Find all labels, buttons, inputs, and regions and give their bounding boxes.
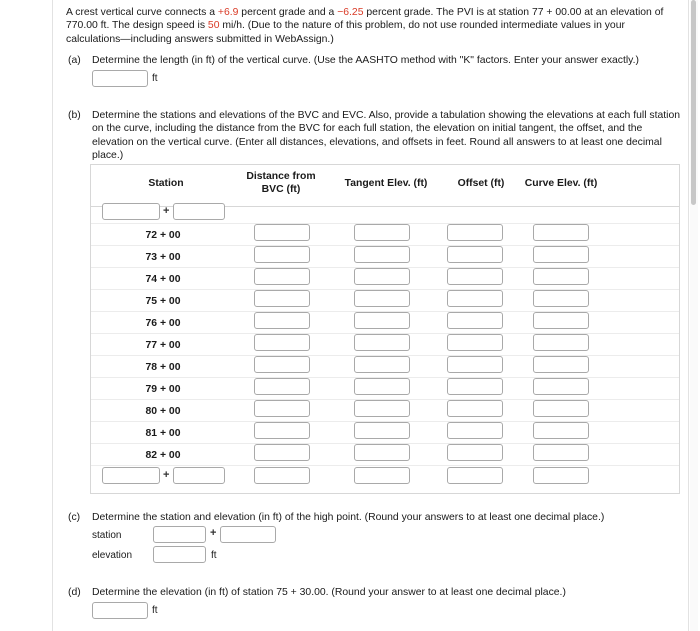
tangent-elev-input[interactable] [354,312,410,329]
curve-elev-input[interactable] [533,467,589,484]
tangent-elev-input[interactable] [354,378,410,395]
distance-input[interactable] [254,400,310,417]
high-point-elevation-input[interactable] [153,546,206,563]
high-point-elevation-label: elevation [92,550,133,561]
offset-input[interactable] [447,422,503,439]
offset-input[interactable] [447,268,503,285]
distance-input[interactable] [254,290,310,307]
tangent-elev-input[interactable] [354,224,410,241]
offset-input[interactable] [447,246,503,263]
evc-plus-sign: + [163,469,170,481]
high-point-station-label: station [92,530,122,541]
station-label: 74 + 00 [145,274,181,285]
distance-input[interactable] [254,312,310,329]
tangent-elev-input[interactable] [354,467,410,484]
tangent-elev-input[interactable] [354,422,410,439]
offset-input[interactable] [447,334,503,351]
bvc-station-offset-input[interactable] [173,203,225,220]
part-a-question: Determine the length (in ft) of the vertical curve. (Use the AASHTO method with "K" factors. Enter your answer exactly.) [92,55,639,66]
scrollbar[interactable] [690,0,698,631]
distance-input[interactable] [254,378,310,395]
part-d-question: Determine the elevation (in ft) of station 75 + 30.00. (Round your answer to at least one decimal place.) [92,587,566,598]
curve-length-unit: ft [152,73,158,84]
high-point-plus-sign: + [210,527,217,539]
station-75-elevation-unit: ft [152,605,158,616]
station-label: 72 + 00 [145,230,181,241]
station-label: 78 + 00 [145,362,181,373]
distance-input[interactable] [254,422,310,439]
row-divider [91,465,679,466]
design-speed-value: 50 [207,20,220,32]
station-label: 82 + 00 [145,450,181,461]
curve-elev-input[interactable] [533,224,589,241]
station-label: 75 + 00 [145,296,181,307]
grade-1-value: +6.9 [217,7,239,18]
curve-length-input[interactable] [92,70,148,87]
evc-station-offset-input[interactable] [173,467,225,484]
distance-input[interactable] [254,268,310,285]
distance-input[interactable] [254,224,310,241]
part-b-label: (b) [68,110,81,121]
curve-elev-input[interactable] [533,356,589,373]
offset-input[interactable] [447,290,503,307]
frame-border-right [688,0,689,631]
offset-input[interactable] [447,444,503,461]
curve-elev-input[interactable] [533,268,589,285]
distance-input[interactable] [254,246,310,263]
offset-input[interactable] [447,400,503,417]
scrollbar-thumb[interactable] [691,0,696,205]
tangent-elev-input[interactable] [354,400,410,417]
bvc-station-input[interactable] [102,203,160,220]
station-label: 73 + 00 [145,252,181,263]
header-offset: Offset (ft) [457,178,505,189]
elevation-table [90,164,680,494]
header-tangent-elev: Tangent Elev. (ft) [344,178,428,189]
distance-input[interactable] [254,467,310,484]
curve-elev-input[interactable] [533,290,589,307]
tangent-elev-input[interactable] [354,444,410,461]
curve-elev-input[interactable] [533,444,589,461]
part-c-label: (c) [68,512,81,523]
part-b-question: Determine the stations and elevations of the BVC and EVC. Also, provide a tabulation showing the elevations at each full station on the curve, including the distance from the BVC for each full station, the elevation on initial tangent, the offset, and the elevation on the vertical curve. (Enter all distances, elevations, and offsets in feet. Round all answers to at least one decimal place.) [92,110,681,162]
part-d-label: (d) [68,587,81,598]
distance-input[interactable] [254,334,310,351]
station-label: 77 + 00 [145,340,181,351]
tangent-elev-input[interactable] [354,356,410,373]
problem-statement: A crest vertical curve connects a +6.9 percent grade and a −6.25 percent grade. The PVI is at station 77 + 00.00 at an elevation of 770.00 ft. The design speed is 50 mi/h. (Due to the nature of this problem, do not use rounded intermediate values in your calculations—including answers submitted in WebAssign.) [66,7,664,45]
station-label: 81 + 00 [145,428,181,439]
curve-elev-input[interactable] [533,422,589,439]
station-label: 79 + 00 [145,384,181,395]
distance-input[interactable] [254,356,310,373]
curve-elev-input[interactable] [533,334,589,351]
offset-input[interactable] [447,312,503,329]
part-c-question: Determine the station and elevation (in ft) of the high point. (Round your answers to at least one decimal place.) [92,512,605,523]
curve-elev-input[interactable] [533,378,589,395]
high-point-station-input[interactable] [153,526,206,543]
curve-elev-input[interactable] [533,246,589,263]
station-75-elevation-input[interactable] [92,602,148,619]
part-b [68,109,680,161]
header-station: Station [148,178,184,189]
tangent-elev-input[interactable] [354,268,410,285]
station-label: 80 + 00 [145,406,181,417]
high-point-station-offset-input[interactable] [220,526,276,543]
frame-border-left [52,0,53,631]
offset-input[interactable] [447,224,503,241]
bvc-plus-sign: + [163,205,170,217]
tangent-elev-input[interactable] [354,334,410,351]
curve-elev-input[interactable] [533,312,589,329]
high-point-elevation-unit: ft [211,550,217,561]
tangent-elev-input[interactable] [354,246,410,263]
distance-input[interactable] [254,444,310,461]
evc-station-input[interactable] [102,467,160,484]
header-curve-elev: Curve Elev. (ft) [524,178,598,189]
offset-input[interactable] [447,378,503,395]
grade-2-value: −6.25 [337,7,364,18]
station-label: 76 + 00 [145,318,181,329]
offset-input[interactable] [447,467,503,484]
tangent-elev-input[interactable] [354,290,410,307]
curve-elev-input[interactable] [533,400,589,417]
offset-input[interactable] [447,356,503,373]
header-distance: Distance from BVC (ft) [246,171,316,195]
part-a-label: (a) [68,55,81,66]
